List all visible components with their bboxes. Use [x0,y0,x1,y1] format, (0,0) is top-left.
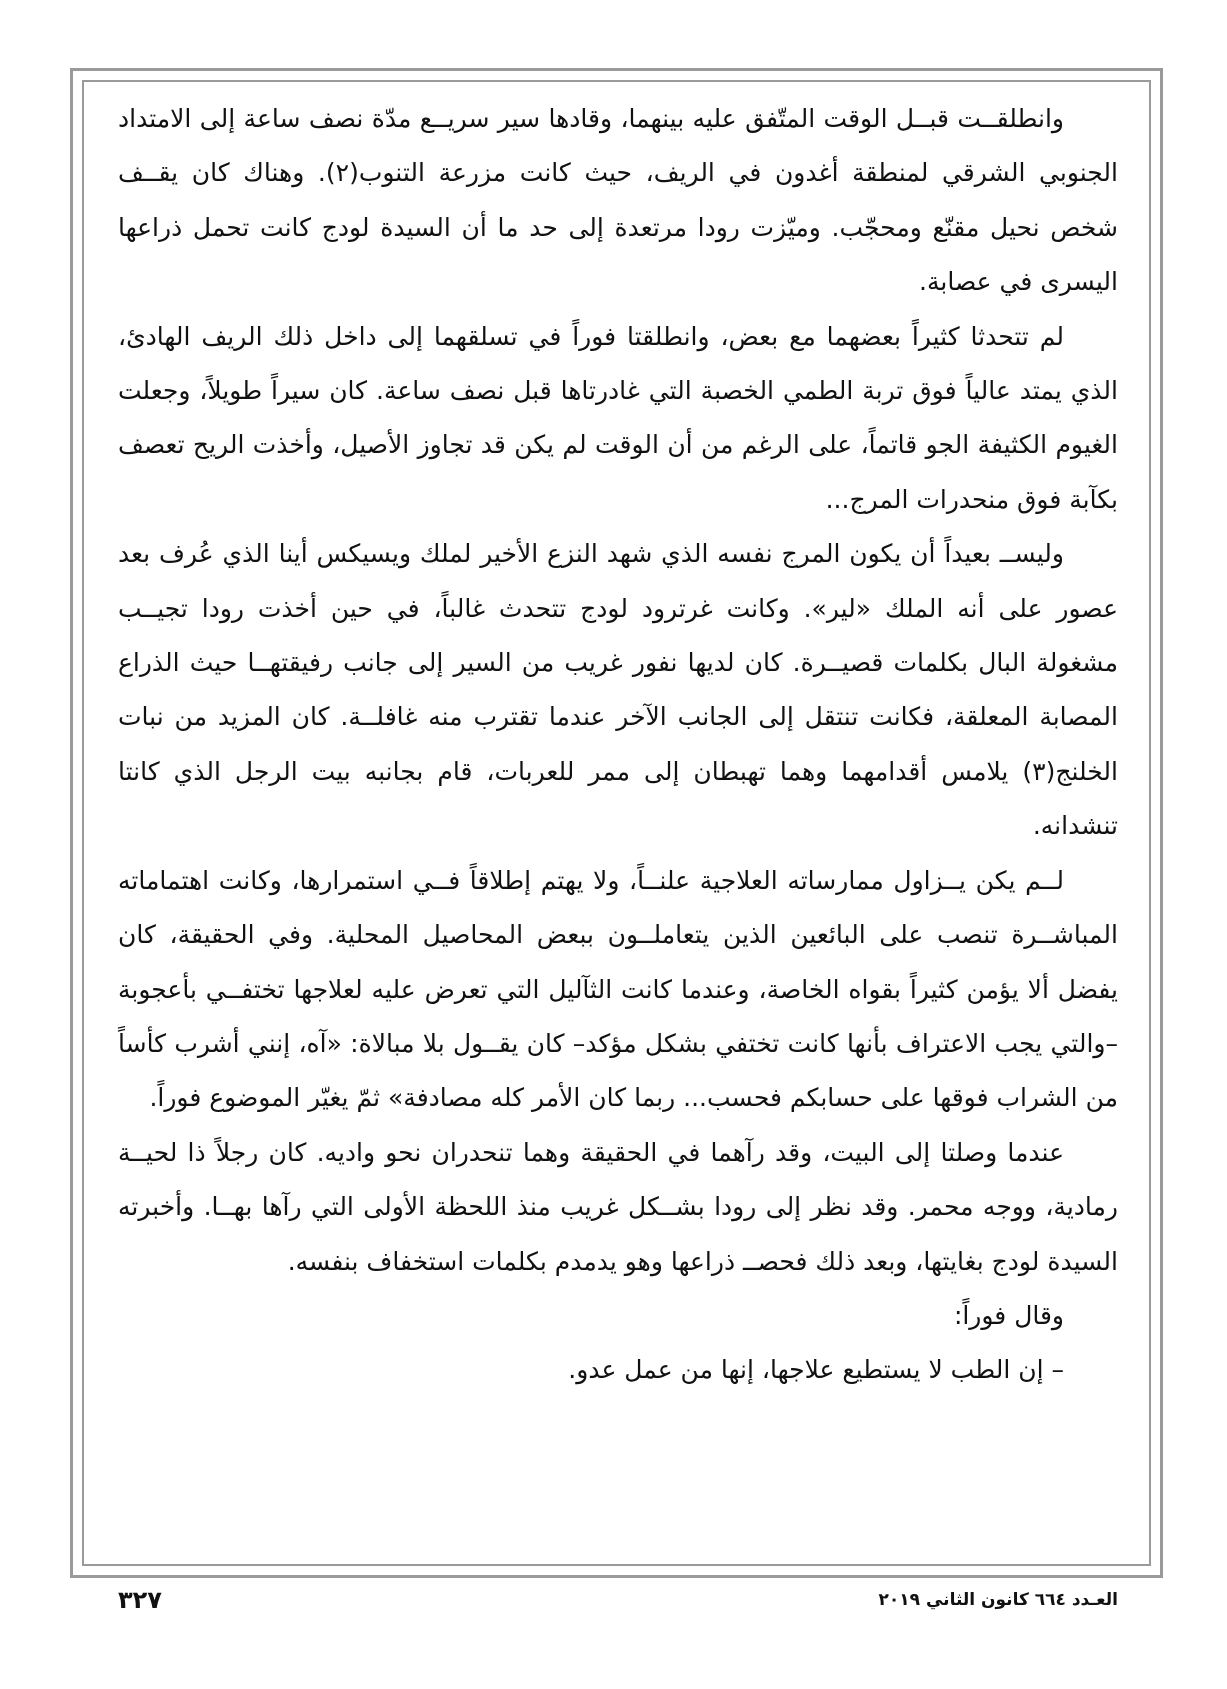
paragraph: وانطلقــت قبــل الوقت المتّفق عليه بينهما، وقادها سير سريــع مدّة نصف ساعة إلى الامتداد الجنوبي الشرقي لمنطقة أغدون في الريف، حيث كانت مزرعة التنوب(٢). وهناك كان يقــف شخص نحيل مقنّع ومحجّب. وميّزت رودا مرتعدة إلى حد ما أن السيدة لودج كانت تحمل ذراعها اليسرى في عصابة. [118,104,1118,297]
page-footer [118,1586,1118,1616]
page-number: ٣٢٧ [118,1586,162,1614]
article-body [118,92,1118,1398]
dialogue-line: – إن الطب لا يستطيع علاجها، إنها من عمل عدو. [568,1355,1064,1385]
paragraph: وقال فوراً: [953,1300,1064,1330]
issue-info: العـدد ٦٦٤ كانون الثاني ٢٠١٩ [878,1590,1118,1610]
paragraph: عندما وصلتا إلى البيت، وقد رآهما في الحقيقة وهما تنحدران نحو واديه. كان رجلاً ذا لحيــة رمادية، ووجه محمر. وقد نظر إلى رودا بشــكل غريب منذ اللحظة الأولى التي رآها بهــا. وأخبرته السيدة لودج بغايتها، وبعد ذلك فحصــ ذراعها وهو يدمدم بكلمات استخفاف بنفسه. [118,1137,1118,1276]
paragraph: لم تتحدثا كثيراً بعضهما مع بعض، وانطلقتا فوراً في تسلقهما إلى داخل ذلك الريف الهادئ، الذي يمتد عالياً فوق تربة الطمي الخصبة التي غادرتاها قبل نصف ساعة. كان سيراً طويلاً، وجعلت الغيوم الكثيفة الجو قاتماً، على الرغم من أن الوقت لم يكن قد تجاوز الأصيل، وأخذت الريح تعصف بكآبة فوق منحدرات المرج... [118,321,1118,514]
paragraph: وليســ بعيداً أن يكون المرج نفسه الذي شهد النزع الأخير لملك ويسيكس أينا الذي عُرف بعد عصور على أنه الملك «لير». وكانت غرترود لودج تتحدث غالباً، في حين أخذت رودا تجيــب مشغولة البال بكلمات قصيــرة. كان لديها نفور غريب من السير إلى جانب رفيقتهــا حيث الذراع المصابة المعلقة، فكانت تنتقل إلى الجانب الآخر عندما تقترب منه غافلــة. كان المزيد من نبات الخلنج(٣) يلامس أقدامهما وهما تهبطان إلى ممر للعربات، قام بجانبه بيت الرجل الذي كانتا تنشدانه. [118,539,1118,841]
paragraph: لــم يكن يــزاول ممارساته العلاجية علنــاً، ولا يهتم إطلاقاً فــي استمرارها، وكانت اهتماماته المباشــرة تنصب على البائعين الذين يتعاملــون ببعض المحاصيل المحلية. وفي الحقيقة، كان يفضل ألا يؤمن كثيراً بقواه الخاصة، وعندما كانت الثآليل التي تعرض عليه لعلاجها تختفــي بأعجوبة –والتي يجب الاعتراف بأنها كانت تختفي بشكل مؤكد– كان يقــول بلا مبالاة: «آه، إنني أشرب كأساً من الشراب فوقها على حسابكم فحسب... ربما كان الأمر كله مصادفة» ثمّ يغيّر الموضوع فوراً. [118,865,1118,1113]
